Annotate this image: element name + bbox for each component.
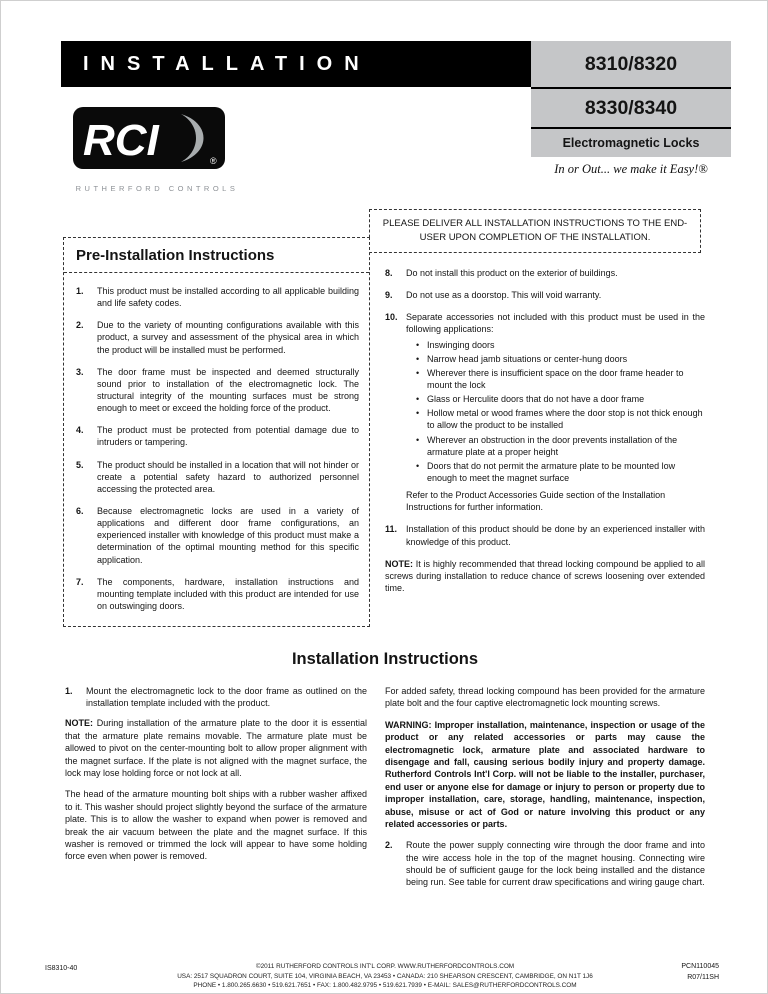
- item-number: 3.: [76, 366, 84, 377]
- footer-phone-email: PHONE • 1.800.265.6630 • 519.621.7651 • FAX: 1.800.482.9795 • 519.621.7939 • E-MAIL: SALES@RUTHERFORDCONTROLS.COM: [193, 982, 577, 990]
- warning-paragraph: WARNING: Improper installation, maintenance, inspection or usage of the product or any related accessories or parts may cause the electromagnetic lock, armature plate and associated hardware to disengage and fall, causing serious bodily injury and property damage. Rutherford Controls Int'l Corp. will not be liable to the installer, purchaser, end user or anyone else for damage or injury to person or property due to improper installation, care, storage, handling, maintenance, inspection, abuse, misuse or act of God or nature involving this product or any related accessories or parts.: [385, 719, 705, 830]
- footer-revision-block: [681, 962, 719, 983]
- list-item: [416, 460, 705, 484]
- list-item: [385, 839, 705, 888]
- item-number: 5.: [76, 459, 84, 470]
- installation-instructions-title: Installation Instructions: [291, 650, 479, 668]
- item-number: 1.: [65, 686, 73, 696]
- pre-installation-items-right: [385, 267, 705, 604]
- note-label: NOTE:: [65, 718, 93, 729]
- list-item: [76, 424, 359, 448]
- list-item: [76, 459, 359, 495]
- footer-copyright: ©2011 RUTHERFORD CONTROLS INT'L CORP. WWW.RUTHERFORDCONTROLS.COM: [255, 963, 515, 970]
- item-text: Because electromagnetic locks are used in a variety of applications and different door frame configurations, an experienced installer with knowledge of this product must make a determination of the optimal mounting method for this specific application.: [97, 505, 359, 565]
- item-text: Separate accessories not included with this product must be used in the following applications:: [406, 312, 705, 335]
- bullet-text: Glass or Herculite doors that do not have a door frame: [427, 394, 645, 405]
- item-number: 9.: [385, 290, 393, 301]
- list-item: [416, 393, 705, 405]
- note-text: It is highly recommended that thread locking compound be applied to all screws during installation to reduce chance of screws loosening over extended time.: [385, 558, 705, 594]
- model-numbers-line1: 8310/8320: [531, 41, 731, 89]
- list-item: [385, 311, 705, 335]
- list-item: [416, 407, 705, 431]
- bullet-text: Narrow head jamb situations or center-hung doors: [427, 353, 628, 364]
- item-text: Mount the electromagnetic lock to the door frame as outlined on the installation template included with the product.: [86, 686, 367, 709]
- logo-text: RCI: [83, 116, 159, 165]
- item-text: Route the power supply connecting wire through the door frame and into the wire access hole in the top of the magnet housing. Connecting wire should be of sufficient gauge for the lock being installed and the distance being run. See table for current draw specifications and wiring gauge chart.: [406, 840, 705, 887]
- pre-installation-items-left: [64, 273, 369, 626]
- item-number: 8.: [385, 268, 393, 278]
- item-text: The product must be protected from potential damage due to intruders or tampering.: [97, 425, 359, 448]
- accessories-guide-reference: Refer to the Product Accessories Guide section of the Installation Instructions for further information.: [406, 490, 666, 513]
- item-number: 10.: [385, 312, 398, 323]
- bullet-text: Wherever an obstruction in the door prevents installation of the armature plate at a proper height: [427, 434, 678, 457]
- bullet-text: Doors that do not permit the armature plate to be mounted low enough to meet the magnet surface: [427, 460, 676, 483]
- list-item: [416, 367, 705, 391]
- item-text: The components, hardware, installation instructions and mounting template included with this product are intended for use on outswinging doors.: [97, 576, 359, 611]
- list-item: [416, 353, 705, 365]
- installation-right-column: [385, 685, 705, 898]
- product-name: Electromagnetic Locks: [562, 136, 700, 150]
- item-text: The door frame must be inspected and deemed structurally sound prior to installation of the electromagnetic lock. The structural integrity of the mounting surfaces must be strong enough to meet or exceed the holding force of the product.: [97, 366, 359, 414]
- bullet-text: Wherever there is insufficient space on the door frame header to mount the lock: [427, 367, 684, 390]
- item-number: 4.: [76, 425, 84, 436]
- list-item: [76, 505, 359, 566]
- item-number: 2.: [385, 840, 393, 851]
- delivery-notice: PLEASE DELIVER ALL INSTALLATION INSTRUCTIONS TO THE END-USER UPON COMPLETION OF THE INSTALLATION.: [369, 209, 701, 253]
- list-item: [385, 523, 705, 547]
- pre-installation-title: Pre-Installation Instructions: [64, 238, 369, 273]
- list-item: [416, 339, 705, 351]
- footer-pcn: PCN110045: [681, 963, 719, 970]
- model-panel: [531, 41, 731, 157]
- list-item: [76, 366, 359, 415]
- note-text: During installation of the armature plate to the door it is essential that the armature plate remains movable. The armature plate must be allowed to pivot on the center-mounting bolt to allow proper alignment with the magnet surface. If the plate is not aligned with the magnet surface, the lock may lose holding force or not lock at all.: [65, 718, 367, 778]
- document-title: INSTALLATION: [83, 52, 371, 75]
- footer-contact-block: [121, 962, 649, 991]
- list-item: [416, 434, 705, 458]
- item-number: 11.: [385, 524, 398, 535]
- installation-note: [65, 717, 367, 779]
- item-number: 7.: [76, 576, 84, 587]
- note-label: NOTE:: [385, 558, 413, 569]
- logo-subtitle: RUTHERFORD CONTROLS: [75, 184, 239, 193]
- rci-logo: [73, 107, 238, 182]
- footer-address: USA: 2517 SQUADRON COURT, SUITE 104, VIRGINIA BEACH, VA 23453 • CANADA: 210 SHEARSON CRESCENT, CAMBRIDGE, ON N1T 1J6: [177, 972, 593, 980]
- item-text: The product should be installed in a location that will not hinder or create a potential safety hazard to authorized personnel accessing the protected area.: [97, 459, 359, 494]
- bullet-text: Hollow metal or wood frames where the door stop is not thick enough to allow the product to be installed: [427, 408, 703, 431]
- item-text: Do not use as a doorstop. This will void warranty.: [406, 290, 602, 301]
- list-item: [65, 685, 367, 709]
- item-number: 1.: [76, 286, 84, 296]
- pre-installation-section: [63, 237, 370, 627]
- list-item: [76, 576, 359, 612]
- item-text: Do not install this product on the exterior of buildings.: [406, 268, 618, 278]
- item-number: 6.: [76, 505, 84, 516]
- thread-locking-paragraph: For added safety, thread locking compound has been provided for the armature plate bolt and the four captive electromagnetic lock mounting screws.: [385, 686, 705, 709]
- washer-paragraph: The head of the armature mounting bolt ships with a rubber washer affixed to it. This washer should project slightly beyond the surface of the armature plate. This is to allow the washer to expand when power is removed and break the air vacuum between the plate and the magnet surface. If this washer is removed or trimmed the lock will appear to have some holding force even when power is removed.: [65, 789, 367, 862]
- item-text: Installation of this product should be done by an experienced installer with knowledge of this product.: [406, 524, 705, 547]
- list-item: [385, 289, 705, 301]
- item-text: This product must be installed according to all applicable building and life safety codes.: [97, 286, 359, 309]
- accessory-applications-list: [416, 339, 705, 485]
- pre-installation-note: [385, 558, 705, 595]
- rci-logo-graphic: [73, 107, 238, 177]
- list-item: [385, 267, 705, 279]
- footer-revision: R07/11SH: [687, 973, 719, 981]
- registered-mark-icon: ®: [210, 156, 217, 166]
- bullet-text: Inswinging doors: [427, 339, 495, 350]
- installation-left-column: [65, 685, 367, 872]
- item-text: Due to the variety of mounting configurations available with this product, a survey and assessment of the physical area in which the product will be installed must be performed.: [97, 320, 359, 355]
- model-numbers-line2: 8330/8340: [531, 89, 731, 129]
- brand-tagline: In or Out... we make it Easy!®: [554, 162, 708, 176]
- item-number: 2.: [76, 320, 84, 331]
- list-item: [76, 285, 359, 309]
- list-item: [76, 319, 359, 355]
- document-number: IS8310-40: [45, 965, 78, 972]
